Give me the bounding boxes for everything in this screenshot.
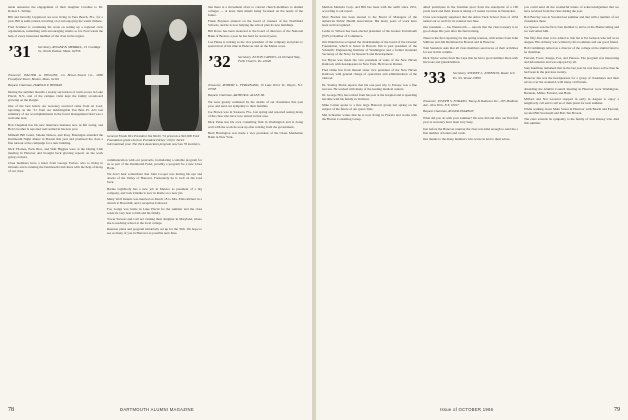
right-column-3 — [524, 5, 619, 395]
paragraph: that there is a movement afoot to convert church members to alumni colleges — at least, their minds being focussed on the needs of the future. — [208, 5, 303, 18]
paragraph: There is the first reporting for the spring reunion, with letters from John Sullivan and Jim Richmond in Boston and in Hanover. — [423, 35, 518, 44]
secretary-line: Secretary, ELTON CAPINO, 24 Orchard Way, Falls Church, Va. 22046 — [238, 54, 301, 64]
paragraph: Bob Barclay was in Sweden last summer and met with a number of our classmates there. — [524, 15, 619, 24]
paragraph: Joe Spence was the first class member to arrive at the Homecoming and we welcomed him. — [524, 25, 619, 34]
paragraph: Fred Orme has from mutual sister vice president of the New Haven Railroad, with general charge of operations and administration of the railroad. — [322, 68, 417, 81]
paragraph: Jim Wakelin has accepted the chairmanship of the board of the Oceanic Foundation, which is based in Hawaii. Jim is past president of the Scientific Engineering Institute of Washington and a former Assistant Secretary of the Navy for Research and Development. — [322, 39, 417, 56]
photo-caption: General Foods Vice President Jim Worth ’31 presents a $10,000 Ford Foundation grant check to President Dickey ’29 for Tuck’s international year. The Tuck Associates program now has 70 members. — [107, 134, 201, 147]
paragraph: Bill Rowe has been reelected to the board of directors of the National Bank of Boston, a post he has held for several years. — [208, 29, 303, 38]
right-column-2 — [423, 5, 518, 395]
paragraph: Stan Kaufman remarked that in the last year he was more active than he had been in the previous twenty. — [524, 66, 619, 75]
treasurer-line: Treasurer, JOSEPH S. FORANO, Young & Rubicam Inc., 285 Madison Ave., New York, N.Y. 10017 — [423, 99, 518, 108]
paragraph: Milford and Nat Leonard stopped in early in August to enjoy a neighborly call and to tell us of their plans for next summer. — [524, 96, 619, 105]
paragraph: Mel Schreiber writes that he is now living in Florida and works with the Boston Consulting Group. — [322, 113, 417, 122]
left-column-3 — [208, 5, 303, 395]
paragraph: Tom Saunders asks that all class members send news of their activities for use in this column. — [423, 45, 518, 54]
paragraph: Martian Marietta Corp. and Bill has been with the outfit since 1951, according to our report. — [322, 5, 417, 14]
paragraph: Our president — Joe Wentworth — reports that the class treasury is in good shape this year after the fund raising. — [423, 25, 518, 34]
paragraph: The fifty-first man to be added to this list is Ed Jackson who left us in August. His obituary was written by his roommate and our good friend. — [524, 35, 619, 44]
right-column-1 — [322, 5, 417, 395]
paragraph: Dr. Stanley Mohn reports that his one-year trip to Europe was a fine success. He worked with many of the leading medical centers. — [322, 82, 417, 91]
left-page — [0, 0, 312, 420]
secretary-line: Secretary, SYDNEY L. JOHNSON, Route 113, Ex. 93, Vestal 13850 — [453, 71, 516, 80]
paragraph: Hanover Inn was the headquarters for a group of classmates and their wives over the weekend, with many old friends. — [524, 76, 619, 85]
paragraph: Reunion plans and program tentatively set up for the 35th. We hope to see as many of you in Hanover as possible next June. — [107, 227, 202, 236]
paragraph: Dick Taylor writes from the Cape that he had a good summer there with his boats and grandchildren. — [423, 55, 518, 65]
paragraph: Class was happily surprised that the Amos Tuck School class of 1934 turned out so well for its reunion last June. — [423, 15, 518, 24]
paragraph: While walking down Main Street in Hanover with Baarle and Farrand, we met Bill Stockwell and Bob Ten Broeck. — [524, 106, 619, 115]
class-year: ’32 — [208, 51, 231, 71]
class-officers — [453, 71, 518, 80]
photo-check — [145, 75, 169, 85]
class-year: ’33 — [423, 68, 446, 88]
paragraph: Dr. George Hoy has retired from his post at the hospital and is spending his time with his family in Vermont. — [322, 92, 417, 101]
paragraph: Leslie O. Wilson has been elected president of the Greater Portsmouth (N.H.) Chamber of Commerce. — [322, 29, 417, 38]
paragraph: Our thanks to the many members who wrote in and to their wives. — [423, 136, 511, 141]
paragraph: Dick Paine has his own consulting firm in Washington and is doing well with the work he took up after retiring from the government. — [208, 120, 303, 129]
news-photo — [107, 5, 202, 131]
right-page — [316, 0, 628, 420]
paragraph: Farrand, Foote, Knapp, Fox, and Pierson. The program was interesting and informative and was enjoyed by all. — [524, 55, 619, 65]
class-officers — [38, 45, 103, 54]
paragraph: Tower Stewart and Ceil are visiting their daughter in Maryland, where she is teaching school at the local college. — [107, 217, 202, 226]
paragraph: Foo Lodge was home in Lake Placid for the summer and the class sends its very best to him and his family. — [107, 206, 202, 216]
bequest-line: Bequest Chairman, HAROLD P. HINMAN — [8, 82, 63, 87]
paragraph: Mimsell Bill Grant, Smoke Nelson, and Rosy Brannigan attended the Dartmouth Night dinner in Boston this year and promised the class a fine turnout at the campaign for a new building. — [8, 132, 103, 145]
treasurer-line: Treasurer, ROBERT L. FERDINAND, 19 Lake Drive W., Wayne, N.J. 07583 — [208, 82, 303, 91]
paragraph: Lou Hesse is retiring as the vice president of the company and plans to spend most of his time in Hanover and on the Maine coast. — [208, 39, 303, 48]
paragraph: Just before the Hanover reunion the class was kind enough to send me a fine number of letters and cards. — [423, 126, 518, 135]
paragraph: Class members have a letter from George Forbes, who is living in Orlando and is running the Dartmouth Club there with the help of many of our class. — [8, 161, 103, 174]
col1-bottom-paragraphs — [8, 90, 103, 174]
bequest-line: Bequest Chairman, ROGER PEARSON — [423, 109, 474, 114]
paragraph: The class extends its sympathy to the family of Jack Kinsey who died this summer. — [524, 117, 619, 126]
class-year: ’31 — [8, 41, 31, 61]
paragraph: We don’t hear somewhere that John Cooper was having his ups and downs of the Valley of Hanover. Fortunately he is well on the road back. — [107, 172, 202, 185]
paragraph: communication with our postcards, formulating a suitable program for us as part of the Dartmouth Fund, possibly a program for a new Class Book. — [107, 158, 202, 171]
paragraph: Bill and Dorothy Lippincott are now living in Vero Beach, Fla., for a year. Bill is semi-retired, traveling a lot and enjoying the warm climate. — [8, 15, 103, 24]
page-number: 79 — [614, 407, 620, 413]
paragraph: Bob Chapman has his new insurance business now in full swing, and Bob’s brother is reported well settled in his new post. — [8, 122, 103, 131]
paragraph: Frank Boynton entered on the board of trustees of the Northfield Schools, and he is now helping the school plan its new buildings. — [208, 19, 303, 28]
class-heading-32 — [208, 53, 303, 79]
paragraph: Joe Bryan was made the vice president of sales of the New Haven Railroad, with headquarters in New York. He lives in Darien. — [322, 58, 417, 67]
class-officers — [238, 55, 303, 64]
photo-face-left — [123, 15, 141, 37]
left-column-2 — [107, 158, 202, 394]
paragraph: We were greatly saddened by the deaths of our classmates this past year, and send our sympathy to their families. — [208, 100, 303, 109]
paragraph: tende announce the engagement of their daughter Caroline to Dr. Robert L. Smiley. — [8, 5, 103, 14]
page-footer: DARTMOUTH ALUMNI MAGAZINE — [120, 407, 194, 412]
page-footer: Issue of OCTOBER 1966 — [440, 407, 494, 412]
photo-face-right — [169, 19, 187, 41]
treasurer-line: Treasurer, WALTER A. HIGGINS, c/o Brown-Tweed Co., 2860 Frankford Tower, Boston, Mass. 02116 — [8, 72, 103, 81]
class-heading-31 — [8, 43, 103, 69]
left-column-1 — [8, 5, 103, 395]
paragraph: Bob Cummings retired as a director of the college at the alumni fund to be chairman. — [524, 45, 619, 54]
paragraph: Mike Cohen spoke to a fine large Hanover group last spring on the subject of the future of our great cities. — [322, 102, 417, 111]
paragraph: Bernie Lightbody has a new job in Mexico as president of a big company, and Jack Zidelka is now in Rome on a new job. — [107, 186, 202, 195]
paragraph: What did you do with your summer? We sure did and after our first full year as secretary have been very busy. — [423, 116, 518, 125]
paragraph: Attending the Alumni Council meeting in Hanover were Washington, Brennan, Miller, Farrand, and Ham. — [524, 86, 619, 95]
secretary-line: Secretary, ROGER B. MERRILL, 13 Coolidge St., North Easton, Mass. 02356 — [38, 44, 101, 54]
paragraph: allied participate in the frontline sport from the standpoint of a 100 yards track and field. Rosie is taking a 3 weeks vacation in Nantucket. — [423, 5, 518, 14]
paragraph: During the summer months a steady succession of team scores in Lake Placid, N.Y., and of the campus visits kept the family scoreboard growing on the margin. — [8, 89, 103, 103]
col1-top-paragraphs — [8, 5, 103, 38]
paragraph: Herb Harrington was made a vice president of the Chase Manhattan Bank in New York. — [208, 130, 303, 139]
paragraph: Fred Scribner is continuing his work on setting up a regional crew organization, something with encouraging results so far. Fred wants the help of every interested member of the class in the region. — [8, 25, 103, 38]
page-number: 78 — [8, 407, 14, 413]
paragraph: Many Wolf Dennis was married on March 18 to Mrs. Edna Richert in a church at Haverhill, and a reception followed. — [107, 196, 202, 205]
paragraph: Mort Borden has been elected to the Board of Managers of the American Public Health Association. His many years of work have been well recognized. — [322, 15, 417, 28]
paragraph: Joe Brown was in Sarasota, Fla., last spring and reported seeing many of the class who have now retired in that area. — [208, 110, 303, 119]
paragraph: One of the best letters our secretary received came from Al Lord, reporting on the ’31 from our indefatigable Tau Beta Pi. Al’s last summary of our accomplishments in the forest management field was a welcome note. — [8, 104, 103, 121]
bequest-line: Bequest Chairman, ARTHUR K. ALLEN JR. — [208, 93, 265, 98]
paragraph: you could send all the wonderful letters of acknowledgement that we have received from the class during the year. — [524, 5, 619, 14]
class-heading-33 — [423, 69, 518, 95]
paragraph: Dick Thomas, Peck Rice, and Walt Higgins were at the Outing Club meeting in Hanover and brought back glowing reports on the work going on there. — [8, 146, 103, 160]
